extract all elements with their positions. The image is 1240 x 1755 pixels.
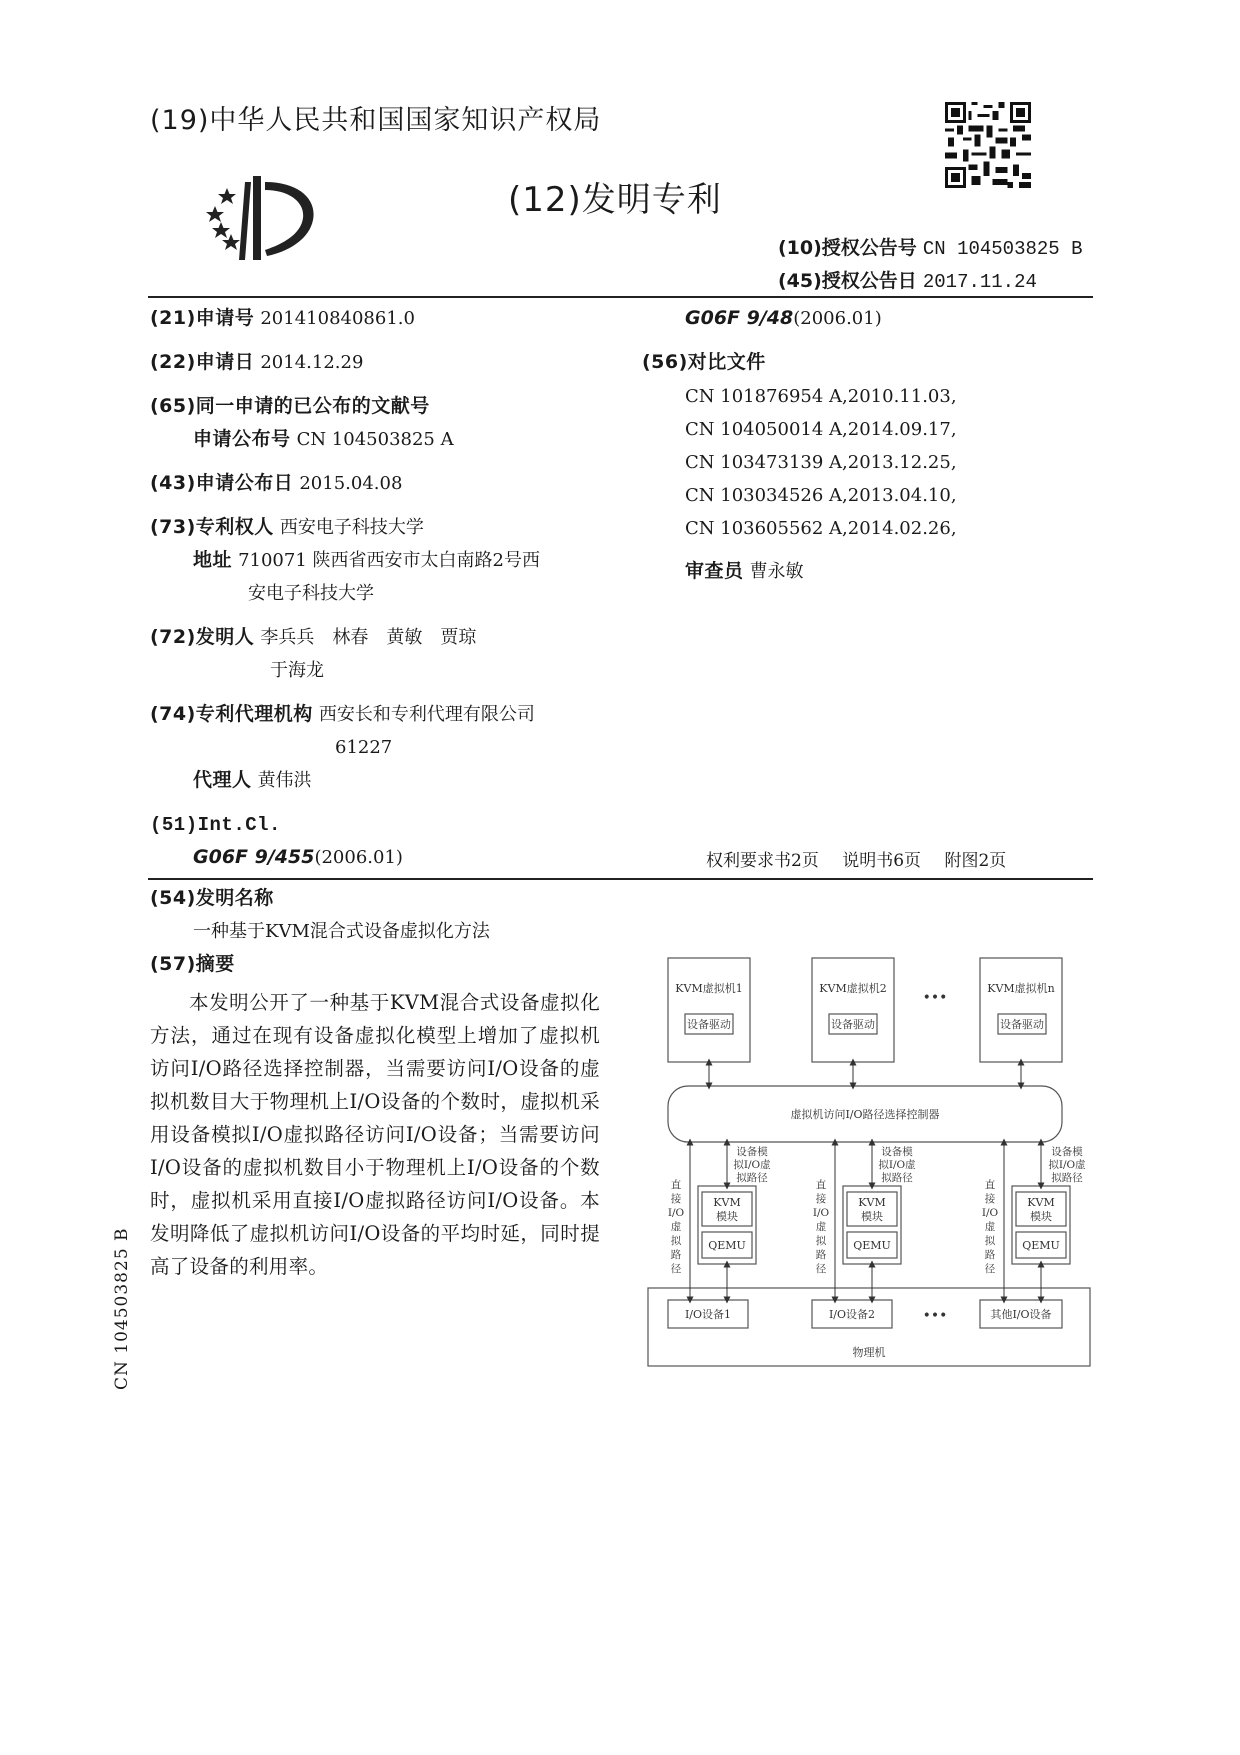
patentee-value: 西安电子科技大学 [279, 517, 424, 538]
emu-path-label: 拟路径 [1051, 1172, 1083, 1184]
kvm-module-label: 模块 [716, 1210, 738, 1223]
direct-path-char: 接 [670, 1193, 682, 1205]
direct-path-char: 路 [670, 1249, 682, 1261]
emu-path-label: 拟I/O虚 [1048, 1159, 1086, 1171]
direct-path-char: 接 [984, 1193, 996, 1205]
reference-item: CN 103473139 A,2013.12.25, [685, 452, 957, 473]
direct-path-char: 拟 [815, 1235, 827, 1247]
classification [685, 302, 882, 335]
application-number-label: (21)申请号 [150, 307, 255, 329]
same-application-heading [150, 390, 430, 423]
direct-path-char: 径 [670, 1263, 682, 1275]
direct-path-char: 虚 [984, 1221, 996, 1233]
vm2-box [812, 958, 894, 1062]
title-label: (54)发明名称 [150, 887, 274, 909]
grant-pub-date-label: (45)授权公告日 [778, 270, 917, 292]
int-cl-code [193, 841, 403, 874]
references-label: (56)对比文件 [642, 351, 766, 373]
application-pub-date-value: 2015.04.08 [299, 473, 403, 494]
examiner [685, 555, 804, 588]
controller-label: 虚拟机访问I/O路径选择控制器 [790, 1108, 940, 1121]
side-pub-number: CN 104503825 B [112, 1227, 132, 1390]
abstract-label: (57)摘要 [150, 953, 235, 975]
host-label: 物理机 [852, 1346, 886, 1359]
emu-path-label: 拟I/O虚 [878, 1159, 916, 1171]
agent-label: 代理人 [193, 769, 252, 791]
claims-pages: 权利要求书2页 [706, 851, 819, 871]
reference-item: CN 101876954 A,2010.11.03, [685, 386, 957, 407]
vm1-label: KVM虚拟机1 [675, 982, 743, 995]
int-cl [150, 808, 281, 842]
direct-path-char: I/O [667, 1207, 685, 1219]
agent-value: 黄伟洪 [257, 770, 312, 791]
patentee-label: (73)专利权人 [150, 516, 274, 538]
inventors-line-2 [270, 654, 324, 687]
cnipa-logo [205, 170, 325, 265]
application-date-label: (22)申请日 [150, 351, 255, 373]
examiner-label: 审查员 [685, 560, 744, 582]
reference-list [685, 380, 957, 545]
agency [150, 698, 535, 731]
title-heading [150, 882, 274, 915]
inventors-label: (72)发明人 [150, 626, 255, 648]
inventors-line-1: 李兵兵 林春 黄敏 贾琼 [260, 627, 477, 648]
agency-line-2 [335, 731, 392, 764]
direct-path-char: 直 [984, 1179, 996, 1191]
reference-item: CN 104050014 A,2014.09.17, [685, 419, 957, 440]
drawings-pages: 附图2页 [944, 851, 1007, 871]
agency-label: (74)专利代理机构 [150, 703, 313, 725]
emu-path-label: 拟路径 [736, 1172, 768, 1184]
int-cl-year: (2006.01) [314, 847, 403, 868]
direct-path-char: 拟 [984, 1235, 996, 1247]
kvm-module-label: KVM [1027, 1196, 1055, 1209]
abstract-heading [150, 948, 235, 981]
emu-path-label: 拟I/O虚 [733, 1159, 771, 1171]
kvm-module-label: KVM [858, 1196, 886, 1209]
grant-pub-number-value: CN 104503825 B [922, 238, 1083, 260]
direct-path-char: 路 [984, 1249, 996, 1261]
inventors-line-2-text: 于海龙 [270, 660, 324, 681]
vm1-driver-label: 设备驱动 [687, 1018, 731, 1031]
application-number-value: 201410840861.0 [260, 308, 415, 329]
emu-path-label: 设备模 [881, 1146, 913, 1158]
agent [193, 764, 312, 797]
qemu-label: QEMU [853, 1239, 891, 1252]
direct-path-char: 虚 [670, 1221, 682, 1233]
direct-path-char: 路 [815, 1249, 827, 1261]
io-other-label: 其他I/O设备 [990, 1308, 1052, 1321]
agency-code: 61227 [335, 737, 393, 758]
direct-path-char: 径 [984, 1263, 996, 1275]
direct-path-char: 拟 [670, 1235, 682, 1247]
references-heading [642, 346, 766, 379]
address-line-1: 710071 陕西省西安市太白南路2号西 [238, 550, 540, 571]
examiner-value: 曹永敏 [749, 561, 804, 582]
kvm-module-label: 模块 [861, 1210, 883, 1223]
agency-line-1: 西安长和专利代理有限公司 [318, 704, 535, 725]
qr-code [945, 102, 1031, 188]
description-pages: 说明书6页 [842, 851, 922, 871]
direct-path-char: 直 [670, 1179, 682, 1191]
vm-ellipsis: ••• [922, 990, 948, 1006]
int-cl-label: (51)Int.Cl. [150, 814, 281, 836]
application-pub-number-value: CN 104503825 A [296, 429, 454, 450]
grant-pub-number [778, 233, 1083, 260]
direct-path-char: 直 [815, 1179, 827, 1191]
reference-item: CN 103034526 A,2013.04.10, [685, 485, 957, 506]
emu-path-label: 设备模 [736, 1146, 768, 1158]
same-application-label: (65)同一申请的已公布的文献号 [150, 395, 430, 417]
vm2-label: KVM虚拟机2 [819, 982, 887, 995]
qemu-label: QEMU [1022, 1239, 1060, 1252]
page-count [706, 846, 1024, 871]
inventors [150, 621, 476, 654]
grant-pub-date [778, 266, 1037, 293]
classification-year: (2006.01) [793, 308, 882, 329]
qemu-label: QEMU [708, 1239, 746, 1252]
application-date [150, 346, 363, 379]
classification-code: G06F 9/48 [685, 307, 794, 329]
vmn-box [980, 958, 1062, 1062]
vm2-driver-label: 设备驱动 [831, 1018, 875, 1031]
kvm-module-label: 模块 [1030, 1210, 1052, 1223]
vm1-box [668, 958, 750, 1062]
architecture-diagram [640, 948, 1100, 1370]
emu-path-label: 拟路径 [881, 1172, 913, 1184]
io1-label: I/O设备1 [684, 1308, 732, 1321]
int-cl-code-value: G06F 9/455 [193, 846, 315, 868]
address-line-2 [248, 577, 374, 610]
vmn-driver-label: 设备驱动 [1000, 1018, 1044, 1031]
office-name: (19)中华人民共和国国家知识产权局 [150, 105, 602, 136]
address-label: 地址 [193, 549, 233, 571]
vmn-label: KVM虚拟机n [987, 982, 1055, 995]
grant-pub-number-label: (10)授权公告号 [778, 237, 917, 259]
reference-item: CN 103605562 A,2014.02.26, [685, 518, 957, 539]
application-pub-date-label: (43)申请公布日 [150, 472, 294, 494]
grant-pub-date-value: 2017.11.24 [922, 271, 1037, 293]
direct-path-char: I/O [812, 1207, 830, 1219]
application-pub-date [150, 467, 402, 500]
address [193, 544, 540, 577]
patent-type: (12)发明专利 [508, 180, 722, 220]
direct-path-char: 径 [815, 1263, 827, 1275]
direct-path-char: 接 [815, 1193, 827, 1205]
kvm-module-label: KVM [713, 1196, 741, 1209]
io2-label: I/O设备2 [828, 1308, 876, 1321]
invention-title-text: 一种基于KVM混合式设备虚拟化方法 [193, 921, 490, 942]
biblio-divider [148, 878, 1093, 880]
emu-path-label: 设备模 [1051, 1146, 1083, 1158]
invention-title [193, 915, 490, 948]
patentee [150, 511, 424, 544]
application-pub-number [193, 423, 454, 456]
header-divider [148, 296, 1093, 298]
application-number [150, 302, 415, 335]
direct-path-char: I/O [981, 1207, 999, 1219]
direct-path-char: 虚 [815, 1221, 827, 1233]
application-date-value: 2014.12.29 [260, 352, 364, 373]
io-ellipsis: ••• [922, 1308, 948, 1324]
address-line-2-text: 安电子科技大学 [248, 583, 374, 604]
application-pub-number-label: 申请公布号 [193, 428, 291, 450]
abstract-text: 本发明公开了一种基于KVM混合式设备虚拟化方法，通过在现有设备虚拟化模型上增加了虚拟机访问I/O路径选择控制器，当需要访问I/O设备的虚拟机数目大于物理机上I/O设备的个数时，虚拟机采用设备模拟I/O虚拟路径访问I/O设备；当需要访问I/O设备的虚拟机数目小于物理机上I/O设备的个数时，虚拟机采用直接I/O虚拟路径访问I/O设备。本发明降低了虚拟机访问I/O设备的平均时延，同时提高了设备的利用率。 [150, 991, 600, 1278]
